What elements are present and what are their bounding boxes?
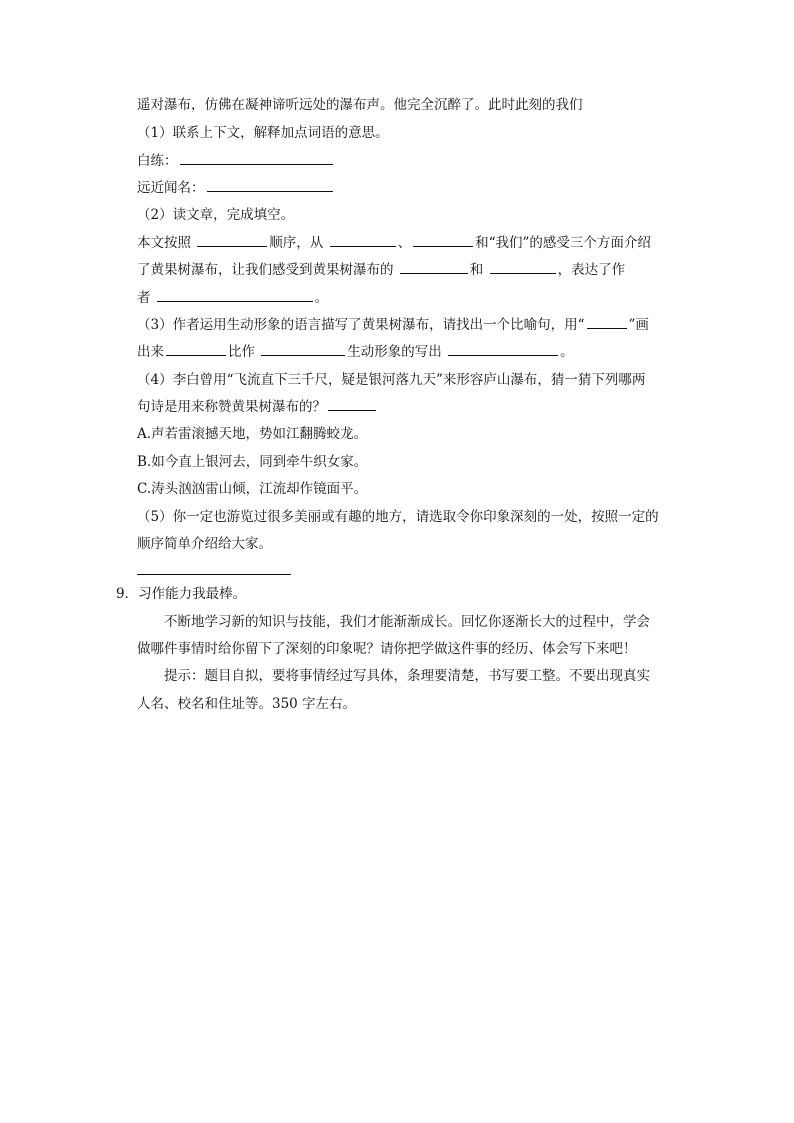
answer-blank[interactable] — [137, 560, 291, 575]
answer-blank[interactable] — [400, 259, 468, 274]
q9-heading — [116, 583, 246, 605]
q2-text: 本文按照 — [137, 235, 191, 251]
q9-para2-line1: 提示：题目自拟，要将事情经过写具体，条理要清楚，书写要工整。不要出现真实 — [164, 668, 650, 684]
answer-blank[interactable] — [261, 341, 345, 356]
q2-text: 了黄果树瀑布，让我们感受到黄果树瀑布的 — [137, 262, 394, 278]
q5-line-1: （5）你一定也游览过很多美丽或有趣的地方，请选取令你印象深刻的一处，按照一定的 — [137, 509, 659, 525]
answer-blank[interactable] — [490, 259, 556, 274]
q9-title: 习作能力我最棒。 — [138, 586, 247, 602]
answer-blank[interactable] — [413, 232, 473, 247]
q1-prompt: （1）联系上下文，解释加点词语的意思。 — [137, 125, 389, 141]
q2-prompt: （2）读文章，完成填空。 — [137, 207, 295, 223]
answer-blank[interactable] — [180, 150, 333, 165]
q2-text: 者 — [137, 290, 151, 306]
q1-item1-label: 白练： — [137, 153, 178, 169]
answer-blank[interactable] — [207, 177, 333, 192]
q2-text: 和“我们”的感受三个方面介绍 — [475, 235, 651, 251]
q1-item-2 — [137, 177, 335, 199]
q2-line-1 — [137, 232, 651, 254]
answer-blank[interactable] — [448, 341, 558, 356]
q4-option-a: A.声若雷滚撼天地，势如江翻腾蛟龙。 — [137, 426, 368, 442]
answer-blank[interactable] — [166, 341, 226, 356]
q4-line-2 — [137, 396, 378, 418]
q3-text: ”画 — [628, 317, 649, 333]
q2-line-3 — [137, 287, 328, 309]
answer-blank[interactable] — [587, 314, 627, 329]
q4-line-1: （4）李白曾用“飞流直下三千尺，疑是银河落九天”来形容庐山瀑布，猜一猜下列哪两 — [137, 372, 646, 388]
q4-text: 句诗是用来称赞黄果树瀑布的？ — [137, 399, 326, 415]
q4-option-c: C.涛头汹汹雷山倾，江流却作镜面平。 — [137, 481, 368, 497]
q9-number: 9． — [116, 586, 139, 602]
q4-option-b: B.如今直上银河去，同到牵牛织女家。 — [137, 454, 368, 470]
q3-line-1 — [137, 314, 649, 336]
q3-line-2 — [137, 341, 574, 363]
q2-line-2 — [137, 259, 625, 281]
q2-text: 顺序，从 — [269, 235, 324, 251]
q2-text: 。 — [314, 290, 329, 306]
q5-answer-line — [137, 560, 293, 582]
q3-text: （3）作者运用生动形象的语言描写了黄果树瀑布，请找出一个比喻句，用“ — [137, 317, 585, 333]
q3-text: 出来 — [137, 344, 164, 360]
q9-para1-line2: 做哪件事情时给你留下了深刻的印象呢？请你把学做这件事的经历、体会写下来吧！ — [137, 641, 637, 657]
q1-item-1 — [137, 150, 335, 172]
answer-blank[interactable] — [157, 287, 313, 302]
q2-text: 和 — [469, 262, 484, 278]
q3-text: 生动形象的写出 — [347, 344, 442, 360]
q9-para2-line2: 人名、校名和住址等。350 字左右。 — [137, 696, 357, 712]
q3-text: 。 — [560, 344, 574, 360]
q2-text: ，表达了作 — [557, 262, 626, 278]
q2-text: 、 — [397, 235, 412, 251]
passage-tail: 遥对瀑布，仿佛在凝神谛听远处的瀑布声。他完全沉醉了。此时此刻的我们 — [137, 97, 583, 113]
q5-line-2: 顺序简单介绍给大家。 — [137, 536, 272, 552]
answer-blank[interactable] — [330, 232, 396, 247]
q9-para1-line1: 不断地学习新的知识与技能，我们才能渐渐成长。回忆你逐渐长大的过程中，学会 — [164, 614, 650, 630]
answer-blank[interactable] — [328, 396, 376, 411]
answer-blank[interactable] — [197, 232, 267, 247]
q3-text: 比作 — [228, 344, 255, 360]
q1-item2-label: 远近闻名： — [137, 180, 205, 196]
